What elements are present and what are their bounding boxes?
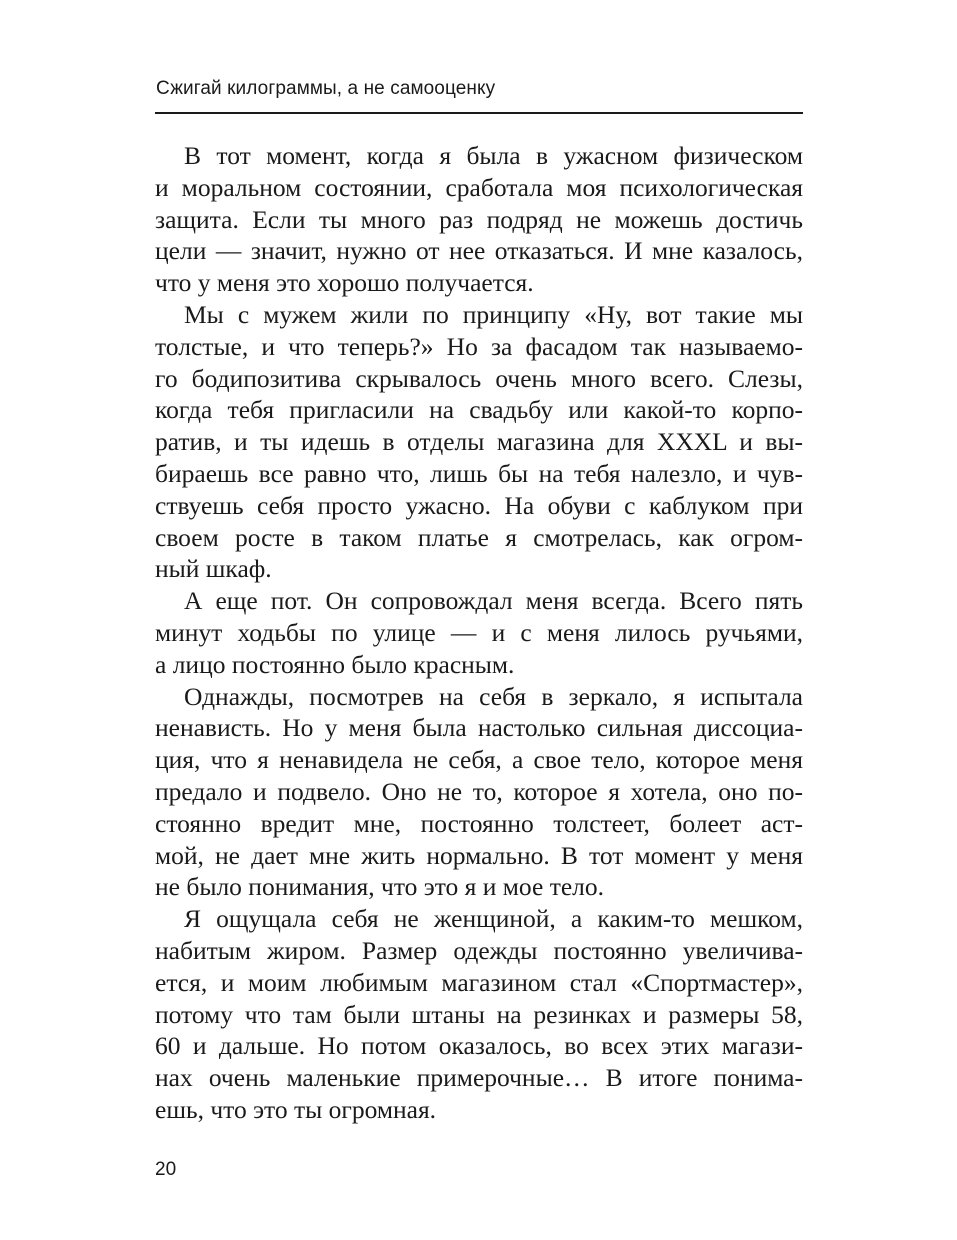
paragraph — [155, 299, 803, 585]
text-line: цели — значит, нужно от нее отказаться. И мне казалось, — [155, 236, 803, 266]
running-title: Сжигай килограммы, а не самооценку — [156, 78, 496, 99]
text-line: мой, не дает мне жить нормально. В тот момент у меня — [155, 840, 803, 870]
text-line: Мы с мужем жили по принципу «Ну, вот такие мы — [184, 299, 803, 329]
text-line: ется, и моим любимым магазином стал «Спортмастер», — [155, 967, 803, 997]
paragraph — [155, 140, 803, 299]
page-number: 20 — [155, 1159, 177, 1180]
body-text — [155, 140, 803, 1126]
text-line: не было понимания, что это я и мое тело. — [155, 872, 605, 902]
text-line: защита. Если ты много раз подряд не можешь достичь — [155, 204, 803, 234]
text-line: и моральном состоянии, сработала моя психологическая — [155, 172, 803, 202]
text-line: потому что там были штаны на резинках и размеры 58, — [155, 999, 803, 1029]
text-line: Я ощущала себя не женщиной, а каким-то мешком, — [184, 904, 803, 934]
text-line: ратив, и ты идешь в отделы магазина для XXXL и вы- — [155, 427, 803, 457]
text-line: Однажды, посмотрев на себя в зеркало, я испытала — [184, 681, 803, 711]
paragraph — [155, 903, 803, 1126]
text-line: толстые, и что теперь?» Но за фасадом так называемо- — [155, 331, 803, 361]
text-line: ция, что я ненавидела не себя, а свое тело, которое меня — [155, 745, 803, 775]
text-line: предало и подвело. Оно не то, которое я хотела, оно по- — [155, 776, 803, 806]
text-line: В тот момент, когда я была в ужасном физическом — [184, 141, 803, 170]
text-line: бираешь все равно что, лишь бы на тебя налезло, и чув- — [155, 458, 803, 488]
text-line: го бодипозитива скрывалось очень много всего. Слезы, — [155, 363, 803, 393]
text-line: стоянно вредит мне, постоянно толстеет, болеет аст- — [155, 808, 803, 838]
text-line: минут ходьбы по улице — и с меня лилось ручьями, — [155, 617, 803, 647]
paragraph — [155, 585, 803, 680]
text-line: ствуешь себя просто ужасно. На обуви с каблуком при — [155, 490, 803, 520]
text-line: ненависть. Но у меня была настолько сильная диссоциа- — [155, 713, 803, 743]
text-line: ный шкаф. — [155, 554, 272, 584]
text-line: что у меня это хорошо получается. — [155, 268, 534, 298]
header-rule — [155, 112, 803, 114]
text-line: А еще пот. Он сопровождал меня всегда. Всего пять — [184, 586, 803, 616]
text-line: нах очень маленькие примерочные… В итоге понима- — [155, 1063, 803, 1093]
text-line: своем росте в таком платье я смотрелась, как огром- — [155, 522, 803, 552]
text-line: когда тебя пригласили на свадьбу или какой-то корпо- — [155, 395, 803, 425]
text-line: набитым жиром. Размер одежды постоянно увеличива- — [155, 935, 803, 965]
text-line: а лицо постоянно было красным. — [155, 649, 515, 679]
text-line: ешь, что это ты огромная. — [155, 1094, 437, 1124]
text-line: 60 и дальше. Но потом оказалось, во всех этих магази- — [155, 1031, 803, 1061]
paragraph — [155, 681, 803, 904]
